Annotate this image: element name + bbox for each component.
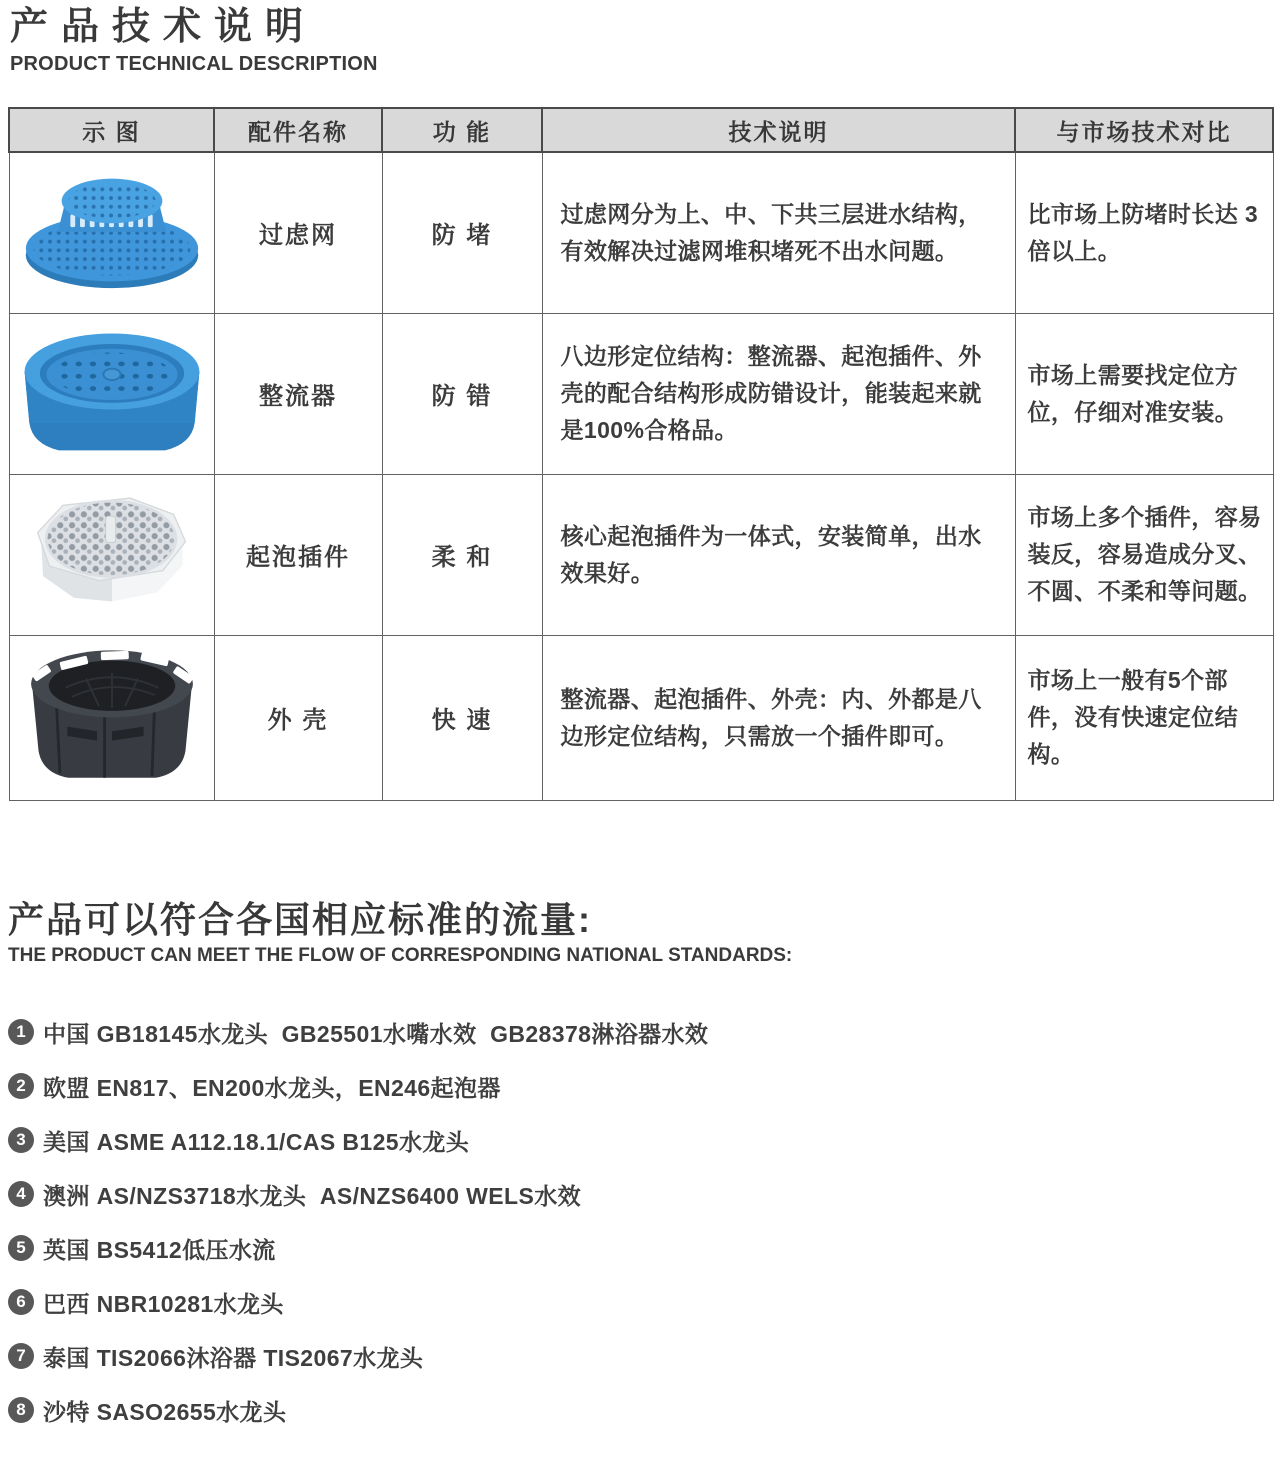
standard-text: 泰国 TIS2066沐浴器 TIS2067水龙头	[43, 1344, 424, 1371]
part-function: 柔 和	[382, 474, 542, 635]
doc-header	[10, 6, 378, 76]
table-header-row	[9, 108, 1273, 152]
table-row-rectifier	[9, 313, 1273, 474]
spec-table	[8, 107, 1274, 801]
standard-item-saudi	[8, 1383, 1108, 1437]
number-badge: 3	[8, 1127, 34, 1153]
number-badge: 6	[8, 1289, 34, 1315]
part-name: 过虑网	[214, 152, 382, 313]
part-description: 核心起泡插件为一体式，安装简单，出水效果好。	[542, 474, 1015, 635]
part-function: 防 堵	[382, 152, 542, 313]
flow-title-cn: 产品可以符合各国相应标准的流量:	[8, 899, 592, 940]
table-row-filter	[9, 152, 1273, 313]
standard-text: 巴西 NBR10281水龙头	[43, 1290, 284, 1317]
market-comparison: 市场上一般有5个部件，没有快速定位结构。	[1015, 635, 1273, 800]
rectifier-image	[17, 322, 207, 460]
standard-item-australia	[8, 1167, 1108, 1221]
number-badge: 7	[8, 1343, 34, 1369]
number-badge: 5	[8, 1235, 34, 1261]
number-badge: 4	[8, 1181, 34, 1207]
page-title-cn: 产品技术说明	[10, 6, 317, 48]
part-image-cell	[9, 152, 214, 313]
standard-item-china	[8, 1005, 1108, 1059]
col-header-market-compare: 与市场技术对比	[1015, 108, 1273, 152]
part-image-cell	[9, 635, 214, 800]
col-header-part-name: 配件名称	[214, 108, 382, 152]
standard-item-brazil	[8, 1275, 1108, 1329]
market-comparison: 市场上多个插件，容易装反，容易造成分叉、不圆、不柔和等问题。	[1015, 474, 1273, 635]
col-header-illustration: 示 图	[9, 108, 214, 152]
part-name: 起泡插件	[214, 474, 382, 635]
part-name: 外 壳	[214, 635, 382, 800]
standard-text: 中国 GB18145水龙头 GB25501水嘴水效 GB28378淋浴器水效	[43, 1020, 709, 1047]
flow-section-header	[8, 898, 792, 967]
standard-text: 英国 BS5412低压水流	[43, 1236, 276, 1263]
part-description: 八边形定位结构：整流器、起泡插件、外壳的配合结构形成防错设计，能装起来就是100%合格品。	[542, 313, 1015, 474]
standard-text: 欧盟 EN817、EN200水龙头，EN246起泡器	[43, 1074, 501, 1101]
standard-text: 美国 ASME A112.18.1/CAS B125水龙头	[43, 1128, 470, 1155]
market-comparison: 比市场上防堵时长达 3倍以上。	[1015, 152, 1273, 313]
flow-title-en: THE PRODUCT CAN MEET THE FLOW OF CORRESPONDING NATIONAL STANDARDS:	[8, 945, 793, 967]
part-image-cell	[9, 313, 214, 474]
housing-image	[19, 641, 205, 790]
part-function: 防 错	[382, 313, 542, 474]
number-badge: 8	[8, 1397, 34, 1423]
part-function: 快 速	[382, 635, 542, 800]
number-badge: 1	[8, 1019, 34, 1045]
standard-item-usa	[8, 1113, 1108, 1167]
col-header-function: 功 能	[382, 108, 542, 152]
standard-text: 澳洲 AS/NZS3718水龙头 AS/NZS6400 WELS水效	[43, 1182, 582, 1209]
standard-item-uk	[8, 1221, 1108, 1275]
aerator-insert-image	[21, 489, 203, 616]
part-image-cell	[9, 474, 214, 635]
market-comparison: 市场上需要找定位方位，仔细对准安装。	[1015, 313, 1273, 474]
standards-list	[8, 1005, 1108, 1437]
table-row-insert	[9, 474, 1273, 635]
standard-item-eu	[8, 1059, 1108, 1113]
page-title-en: PRODUCT TECHNICAL DESCRIPTION	[10, 52, 378, 75]
table-row-housing	[9, 635, 1273, 800]
standard-item-thailand	[8, 1329, 1108, 1383]
col-header-tech-desc: 技术说明	[542, 108, 1015, 152]
part-description: 整流器、起泡插件、外壳：内、外都是八边形定位结构，只需放一个插件即可。	[542, 635, 1015, 800]
filter-mesh-image	[20, 168, 204, 292]
part-name: 整流器	[214, 313, 382, 474]
number-badge: 2	[8, 1073, 34, 1099]
part-description: 过虑网分为上、中、下共三层进水结构，有效解决过滤网堆积堵死不出水问题。	[542, 152, 1015, 313]
standard-text: 沙特 SASO2655水龙头	[43, 1398, 287, 1425]
